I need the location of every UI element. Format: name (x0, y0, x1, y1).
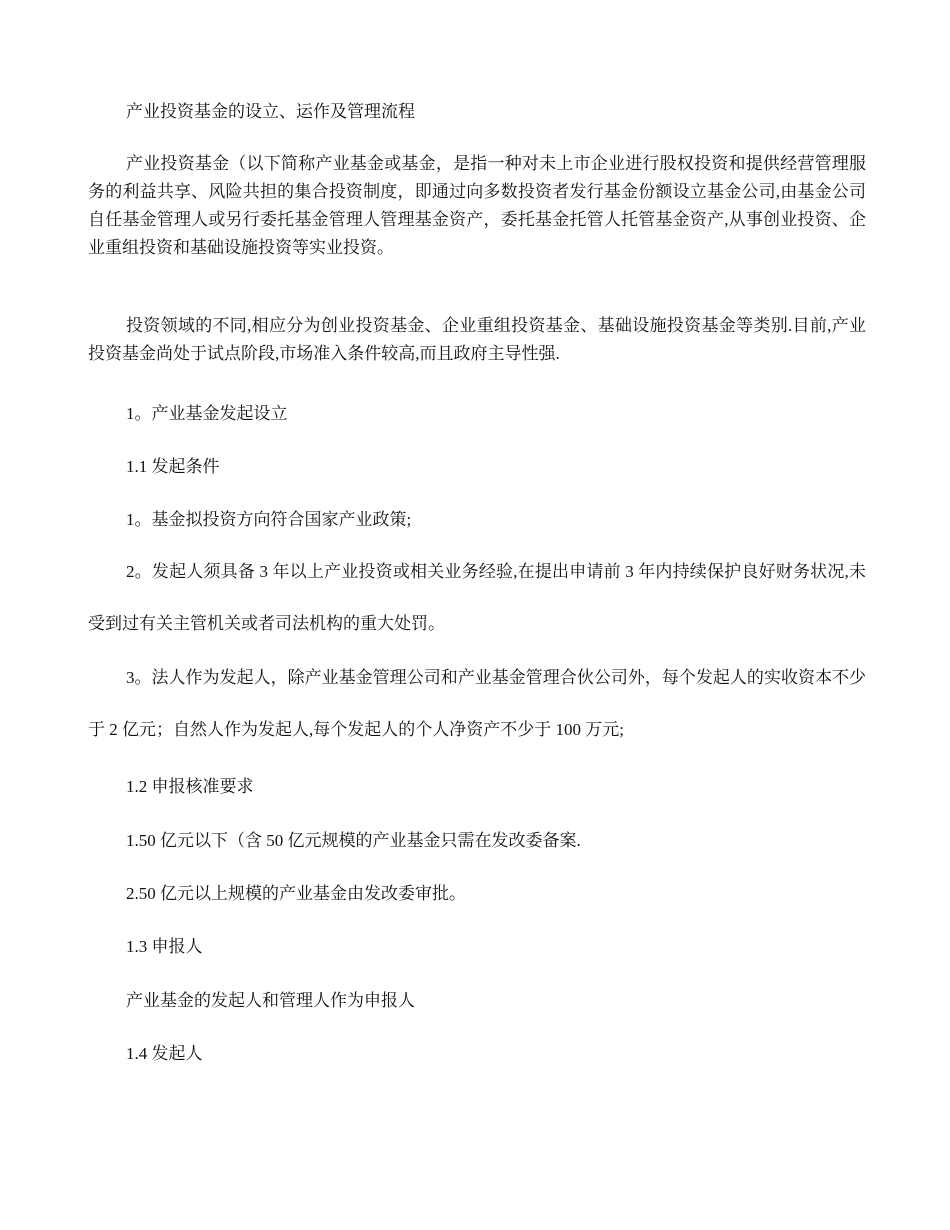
document-title: 产业投资基金的设立、运作及管理流程 (126, 102, 415, 121)
applicant-text: 产业基金的发起人和管理人作为申报人 (126, 991, 415, 1010)
section-heading-1-4: 1.4 发起人 (126, 1044, 203, 1063)
requirement-item-1: 1.50 亿元以下（含 50 亿元规模的产业基金只需在发改委备案. (126, 831, 581, 850)
section-heading-1-1: 1.1 发起条件 (126, 457, 220, 476)
condition-item-2: 2。发起人须具备 3 年以上产业投资或相关业务经验,在提出申请前 3 年内持续保护良好财务状况,未受到过有关主管机关或者司法机构的重大处罚。 (88, 562, 866, 633)
condition-item-3: 3。法人作为发起人，除产业基金管理公司和产业基金管理合伙公司外，每个发起人的实收资本不少于 2 亿元；自然人作为发起人,每个发起人的个人净资产不少于 100 万元; (88, 668, 866, 739)
section-heading-1-3: 1.3 申报人 (126, 937, 203, 956)
condition-item-1: 1。基金拟投资方向符合国家产业政策; (126, 510, 412, 529)
intro-paragraph: 产业投资基金（以下简称产业基金或基金，是指一种对未上市企业进行股权投资和提供经营管理服务的利益共享、风险共担的集合投资制度，即通过向多数投资者发行基金份额设立基金公司,由基金公司自任基金管理人或另行委托基金管理人管理基金资产，委托基金托管人托管基金资产,从事创业投资、企业重组投资和基础设施投资等实业投资。 (88, 154, 866, 257)
section-heading-1-2: 1.2 申报核准要求 (126, 777, 254, 796)
category-paragraph: 投资领域的不同,相应分为创业投资基金、企业重组投资基金、基础设施投资基金等类别.目前,产业投资基金尚处于试点阶段,市场准入条件较高,而且政府主导性强. (88, 316, 866, 363)
section-heading-1: 1。产业基金发起设立 (126, 404, 288, 423)
requirement-item-2: 2.50 亿元以上规模的产业基金由发改委审批。 (126, 884, 466, 903)
